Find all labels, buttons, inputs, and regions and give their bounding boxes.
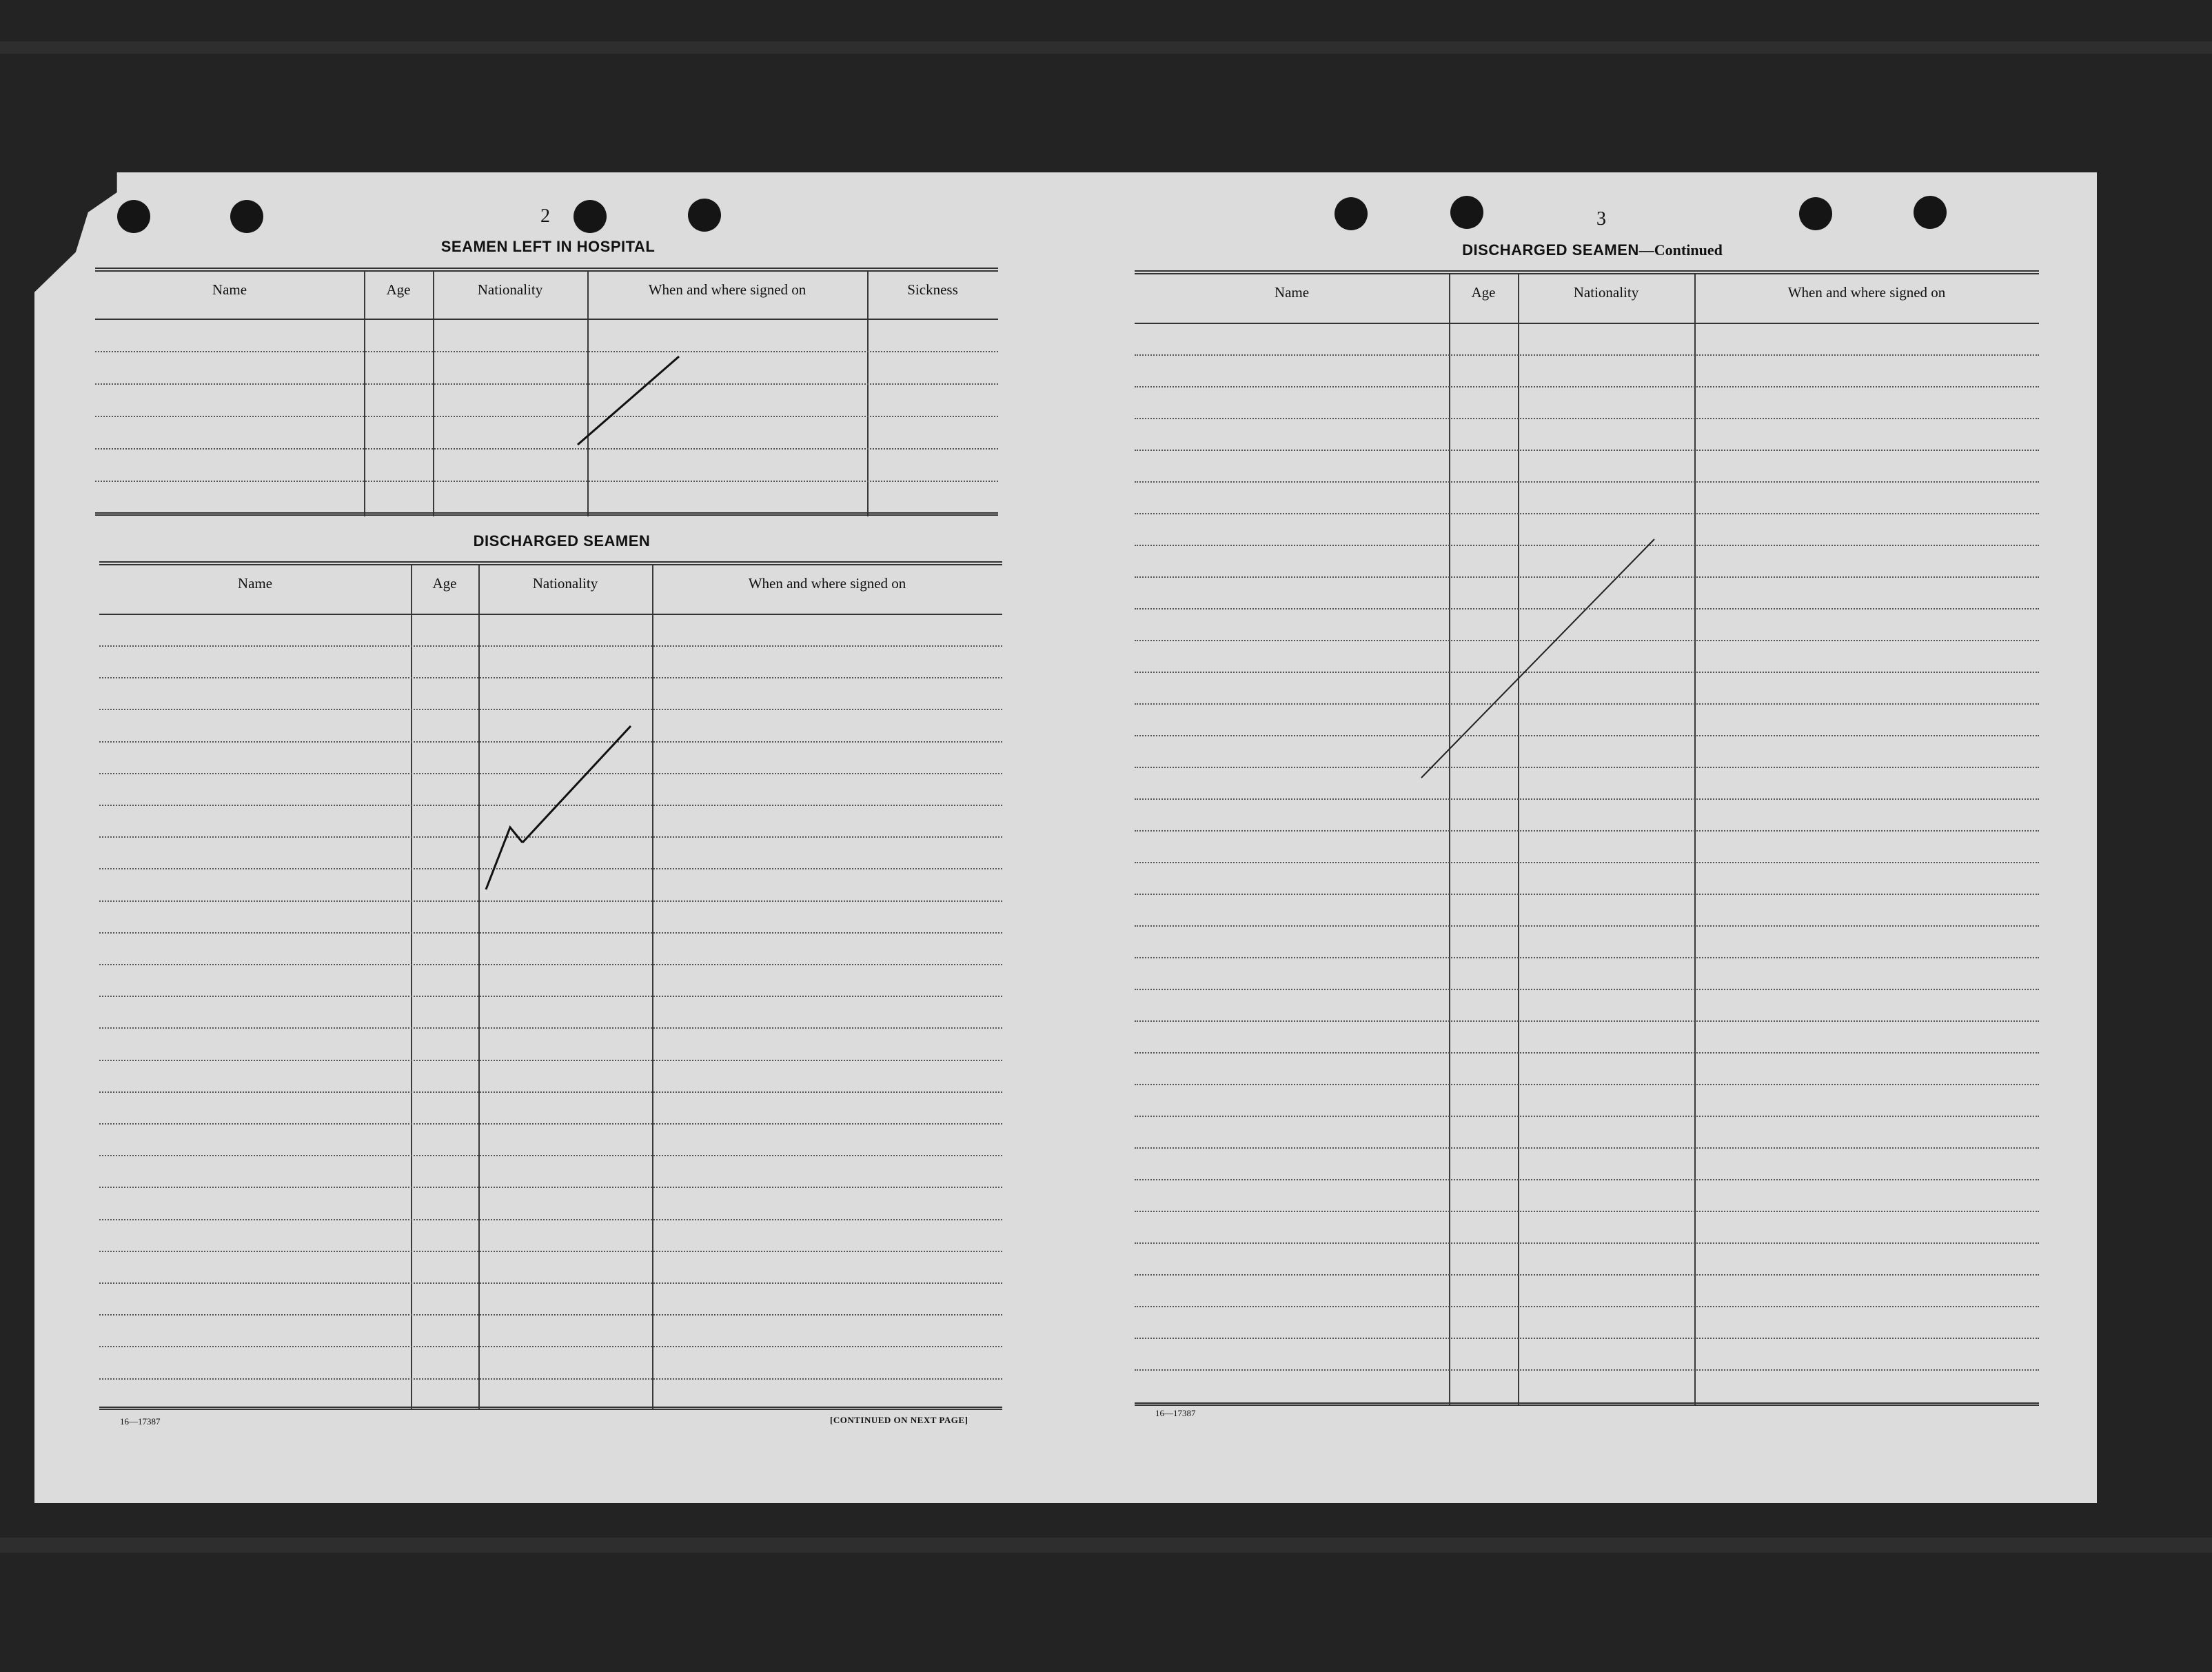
discharged-section-title: DISCHARGED SEAMEN (473, 532, 651, 550)
column-header-age: Age (386, 281, 411, 298)
column-header-signed-on: When and where signed on (748, 575, 906, 592)
column-header-signed-on: When and where signed on (648, 281, 806, 298)
column-header-sickness: Sickness (907, 281, 958, 298)
continued-note: [CONTINUED ON NEXT PAGE] (830, 1415, 968, 1425)
column-header-nationality: Nationality (532, 575, 598, 592)
column-header-name: Name (1274, 284, 1310, 301)
page-number-left: 2 (540, 205, 550, 227)
title-text: DISCHARGED SEAMEN (1462, 241, 1639, 259)
title-suffix: —Continued (1638, 241, 1723, 259)
page-number-right: 3 (1596, 208, 1606, 230)
column-header-age: Age (432, 575, 457, 592)
pen-strike (486, 726, 631, 889)
form-number-left: 16—17387 (120, 1416, 161, 1427)
column-header-name: Name (237, 575, 273, 592)
hospital-section-title: SEAMEN LEFT IN HOSPITAL (440, 238, 656, 255)
column-header-signed-on: When and where signed on (1787, 284, 1946, 301)
form-number-right: 16—17387 (1155, 1408, 1196, 1418)
pen-strike (1421, 539, 1654, 778)
column-header-nationality: Nationality (477, 281, 543, 298)
column-header-name: Name (212, 281, 247, 298)
column-header-nationality: Nationality (1573, 284, 1639, 301)
pen-strike (578, 356, 679, 445)
column-header-age: Age (1471, 284, 1496, 301)
